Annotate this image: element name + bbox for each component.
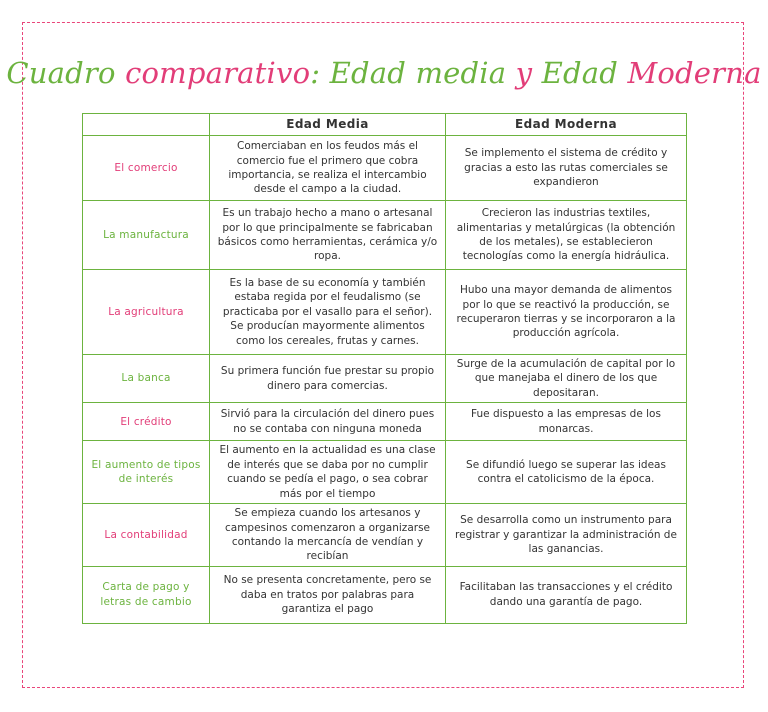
comparison-table (82, 113, 687, 624)
header-edad-media: Edad Media (210, 114, 446, 136)
cell-edad-media: Su primera función fue prestar su propio dinero para comercias. (210, 355, 446, 403)
table-row (83, 201, 687, 270)
title-part-cuadro: Cuadro (6, 56, 126, 90)
cell-edad-media: Sirvió para la circulación del dinero pues no se contaba con ninguna moneda (210, 403, 446, 441)
cell-edad-moderna: Se implemento el sistema de crédito y gracias a esto las rutas comerciales se expandieron (446, 136, 687, 201)
row-label: La agricultura (83, 270, 210, 355)
title-part-edad: Edad (532, 56, 628, 90)
cell-edad-moderna: Fue dispuesto a las empresas de los monarcas. (446, 403, 687, 441)
cell-edad-media: Comerciaban en los feudos más el comercio fue el primero que cobra importancia, se realiza el intercambio desde el campo a la ciudad. (210, 136, 446, 201)
row-label: La manufactura (83, 201, 210, 270)
row-label: La contabilidad (83, 504, 210, 567)
row-label: El aumento de tipos de interés (83, 441, 210, 504)
cell-edad-moderna: Surge de la acumulación de capital por lo que manejaba el dinero de los que depositaran. (446, 355, 687, 403)
page-title (0, 56, 768, 90)
table-row (83, 355, 687, 403)
cell-edad-moderna: Hubo una mayor demanda de alimentos por lo que se reactivó la producción, se recuperaron tierras y se incorporaron a la producción agrícola. (446, 270, 687, 355)
row-label: Carta de pago y letras de cambio (83, 566, 210, 623)
cell-edad-media: Se empieza cuando los artesanos y campesinos comenzaron a organizarse contando la mercancía de vendían y recibían (210, 504, 446, 567)
cell-edad-moderna: Se desarrolla como un instrumento para registrar y garantizar la administración de las ganancias. (446, 504, 687, 567)
header-edad-moderna: Edad Moderna (446, 114, 687, 136)
cell-edad-media: Es un trabajo hecho a mano o artesanal por lo que principalmente se fabricaban básicos como herramientas, cerámica y/o ropa. (210, 201, 446, 270)
table-row (83, 270, 687, 355)
title-part-moderna: Moderna (627, 56, 762, 90)
header-row (83, 114, 687, 136)
row-label: El crédito (83, 403, 210, 441)
cell-edad-moderna: Facilitaban las transacciones y el crédito dando una garantía de pago. (446, 566, 687, 623)
cell-edad-media: No se presenta concretamente, pero se daba en tratos por palabras para garantiza el pago (210, 566, 446, 623)
header-empty-cell (83, 114, 210, 136)
row-label: La banca (83, 355, 210, 403)
table-row (83, 403, 687, 441)
cell-edad-moderna: Se difundió luego se superar las ideas contra el catolicismo de la época. (446, 441, 687, 504)
cell-edad-media: El aumento en la actualidad es una clase de interés que se daba por no cumplir cuando se pedía el pago, o sea cobrar más por el tiempo (210, 441, 446, 504)
table-row (83, 566, 687, 623)
table-row (83, 136, 687, 201)
row-label: El comercio (83, 136, 210, 201)
table-row (83, 504, 687, 567)
cell-edad-media: Es la base de su economía y también estaba regida por el feudalismo (se practicaba por el vasallo para el señor). Se producían mayormente alimentos como los cereales, frutas y carnes. (210, 270, 446, 355)
title-part-y: y (515, 56, 533, 90)
title-part-comparativo: comparativo (125, 56, 311, 90)
table-row (83, 441, 687, 504)
cell-edad-moderna: Crecieron las industrias textiles, alimentarias y metalúrgicas (la obtención de los metales), se establecieron tecnologías como la energía hidráulica. (446, 201, 687, 270)
title-part-edad-media: : Edad media (310, 56, 516, 90)
